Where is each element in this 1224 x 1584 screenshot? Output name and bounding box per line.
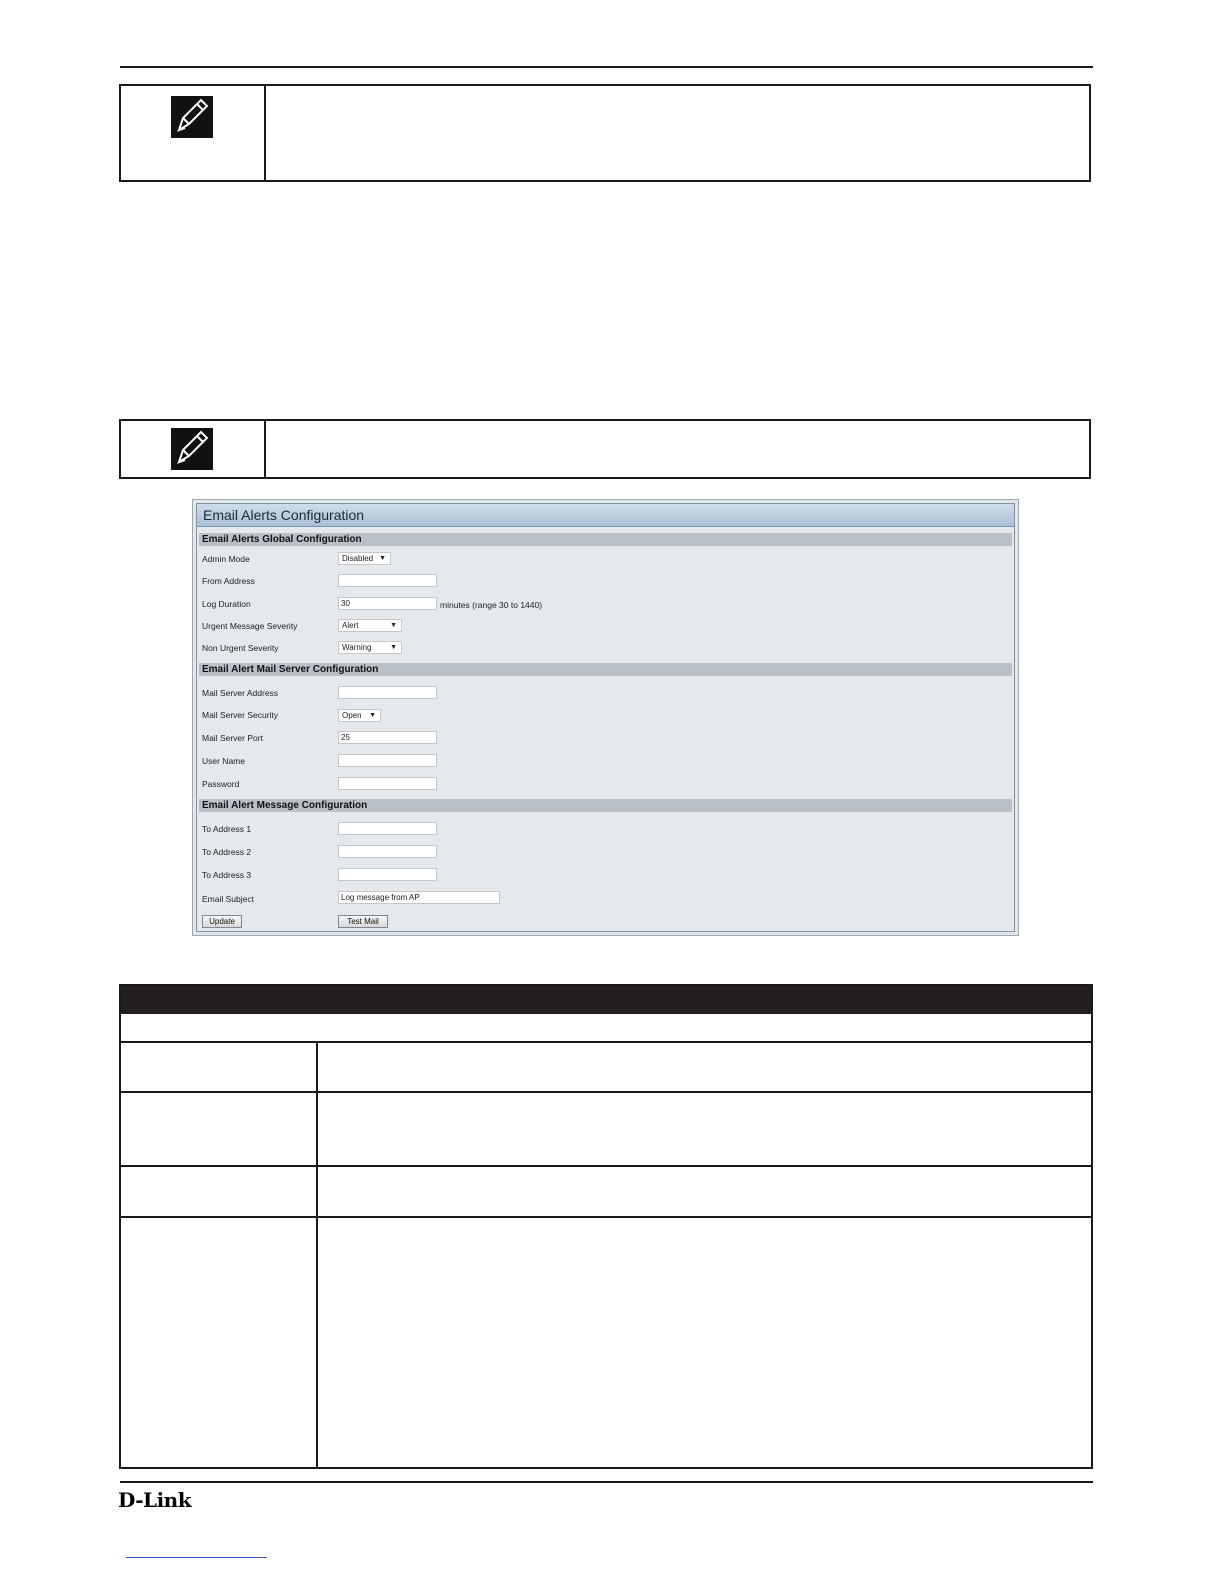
table-row-divider <box>121 1216 1091 1218</box>
table-row-divider <box>121 1041 1091 1043</box>
user-name-input[interactable] <box>338 754 437 767</box>
email-alerts-panel <box>192 499 1019 936</box>
chevron-down-icon: ▼ <box>379 555 386 562</box>
to-address-3-input[interactable] <box>338 868 437 881</box>
mail-server-security-select[interactable] <box>338 709 381 722</box>
note-icon-cell <box>121 421 266 477</box>
mail-server-security-value: Open <box>342 711 362 720</box>
from-address-input[interactable] <box>338 574 437 587</box>
mail-server-port-label: Mail Server Port <box>202 733 263 743</box>
non-urgent-severity-value: Warning <box>342 643 372 652</box>
update-button[interactable]: Update <box>202 915 242 928</box>
note-icon-cell <box>121 86 266 180</box>
mail-server-address-label: Mail Server Address <box>202 688 279 698</box>
urgent-severity-label: Urgent Message Severity <box>202 621 298 631</box>
footer-rule <box>120 1481 1093 1483</box>
from-address-label: From Address <box>202 576 255 586</box>
chevron-down-icon: ▼ <box>390 622 397 629</box>
admin-mode-label: Admin Mode <box>202 554 250 564</box>
to-address-3-label: To Address 3 <box>202 870 252 880</box>
admin-mode-value: Disabled <box>342 554 374 563</box>
log-duration-input[interactable]: 30 <box>338 597 437 610</box>
urgent-severity-value: Alert <box>342 621 359 630</box>
section-message: Email Alert Message Configuration <box>199 799 1012 812</box>
to-address-1-input[interactable] <box>338 822 437 835</box>
chevron-down-icon: ▼ <box>369 712 376 719</box>
non-urgent-severity-select[interactable] <box>338 641 402 654</box>
chevron-down-icon: ▼ <box>390 644 397 651</box>
password-label: Password <box>202 779 240 789</box>
field-description-table <box>119 984 1093 1469</box>
admin-mode-select[interactable] <box>338 552 391 565</box>
non-urgent-severity-label: Non Urgent Severity <box>202 643 279 653</box>
user-name-label: User Name <box>202 756 245 766</box>
panel-frame <box>196 503 1015 932</box>
table-row-divider <box>121 1091 1091 1093</box>
d-link-logo: D-Link <box>118 1488 192 1512</box>
note-box-2 <box>119 419 1091 479</box>
log-duration-hint: minutes (range 30 to 1440) <box>440 600 543 610</box>
section-mail-server: Email Alert Mail Server Configuration <box>199 663 1012 676</box>
note-pencil-icon <box>171 96 213 138</box>
to-address-1-label: To Address 1 <box>202 824 252 834</box>
urgent-severity-select[interactable] <box>338 619 402 632</box>
panel-title: Email Alerts Configuration <box>197 504 1014 527</box>
log-duration-label: Log Duration <box>202 599 251 609</box>
note-box-1 <box>119 84 1091 182</box>
test-mail-button[interactable]: Test Mail <box>338 915 388 928</box>
footer-link-underline[interactable] <box>126 1557 267 1558</box>
email-subject-label: Email Subject <box>202 894 254 904</box>
to-address-2-label: To Address 2 <box>202 847 252 857</box>
to-address-2-input[interactable] <box>338 845 437 858</box>
password-input[interactable] <box>338 777 437 790</box>
section-global: Email Alerts Global Configuration <box>199 533 1012 546</box>
email-subject-input[interactable]: Log message from AP <box>338 891 500 904</box>
mail-server-address-input[interactable] <box>338 686 437 699</box>
table-header-row <box>121 986 1091 1014</box>
header-rule <box>120 66 1093 68</box>
mail-server-security-label: Mail Server Security <box>202 710 279 720</box>
mail-server-port-input[interactable]: 25 <box>338 731 437 744</box>
note-pencil-icon <box>171 428 213 470</box>
table-column-divider <box>316 1041 318 1467</box>
table-row-divider <box>121 1165 1091 1167</box>
